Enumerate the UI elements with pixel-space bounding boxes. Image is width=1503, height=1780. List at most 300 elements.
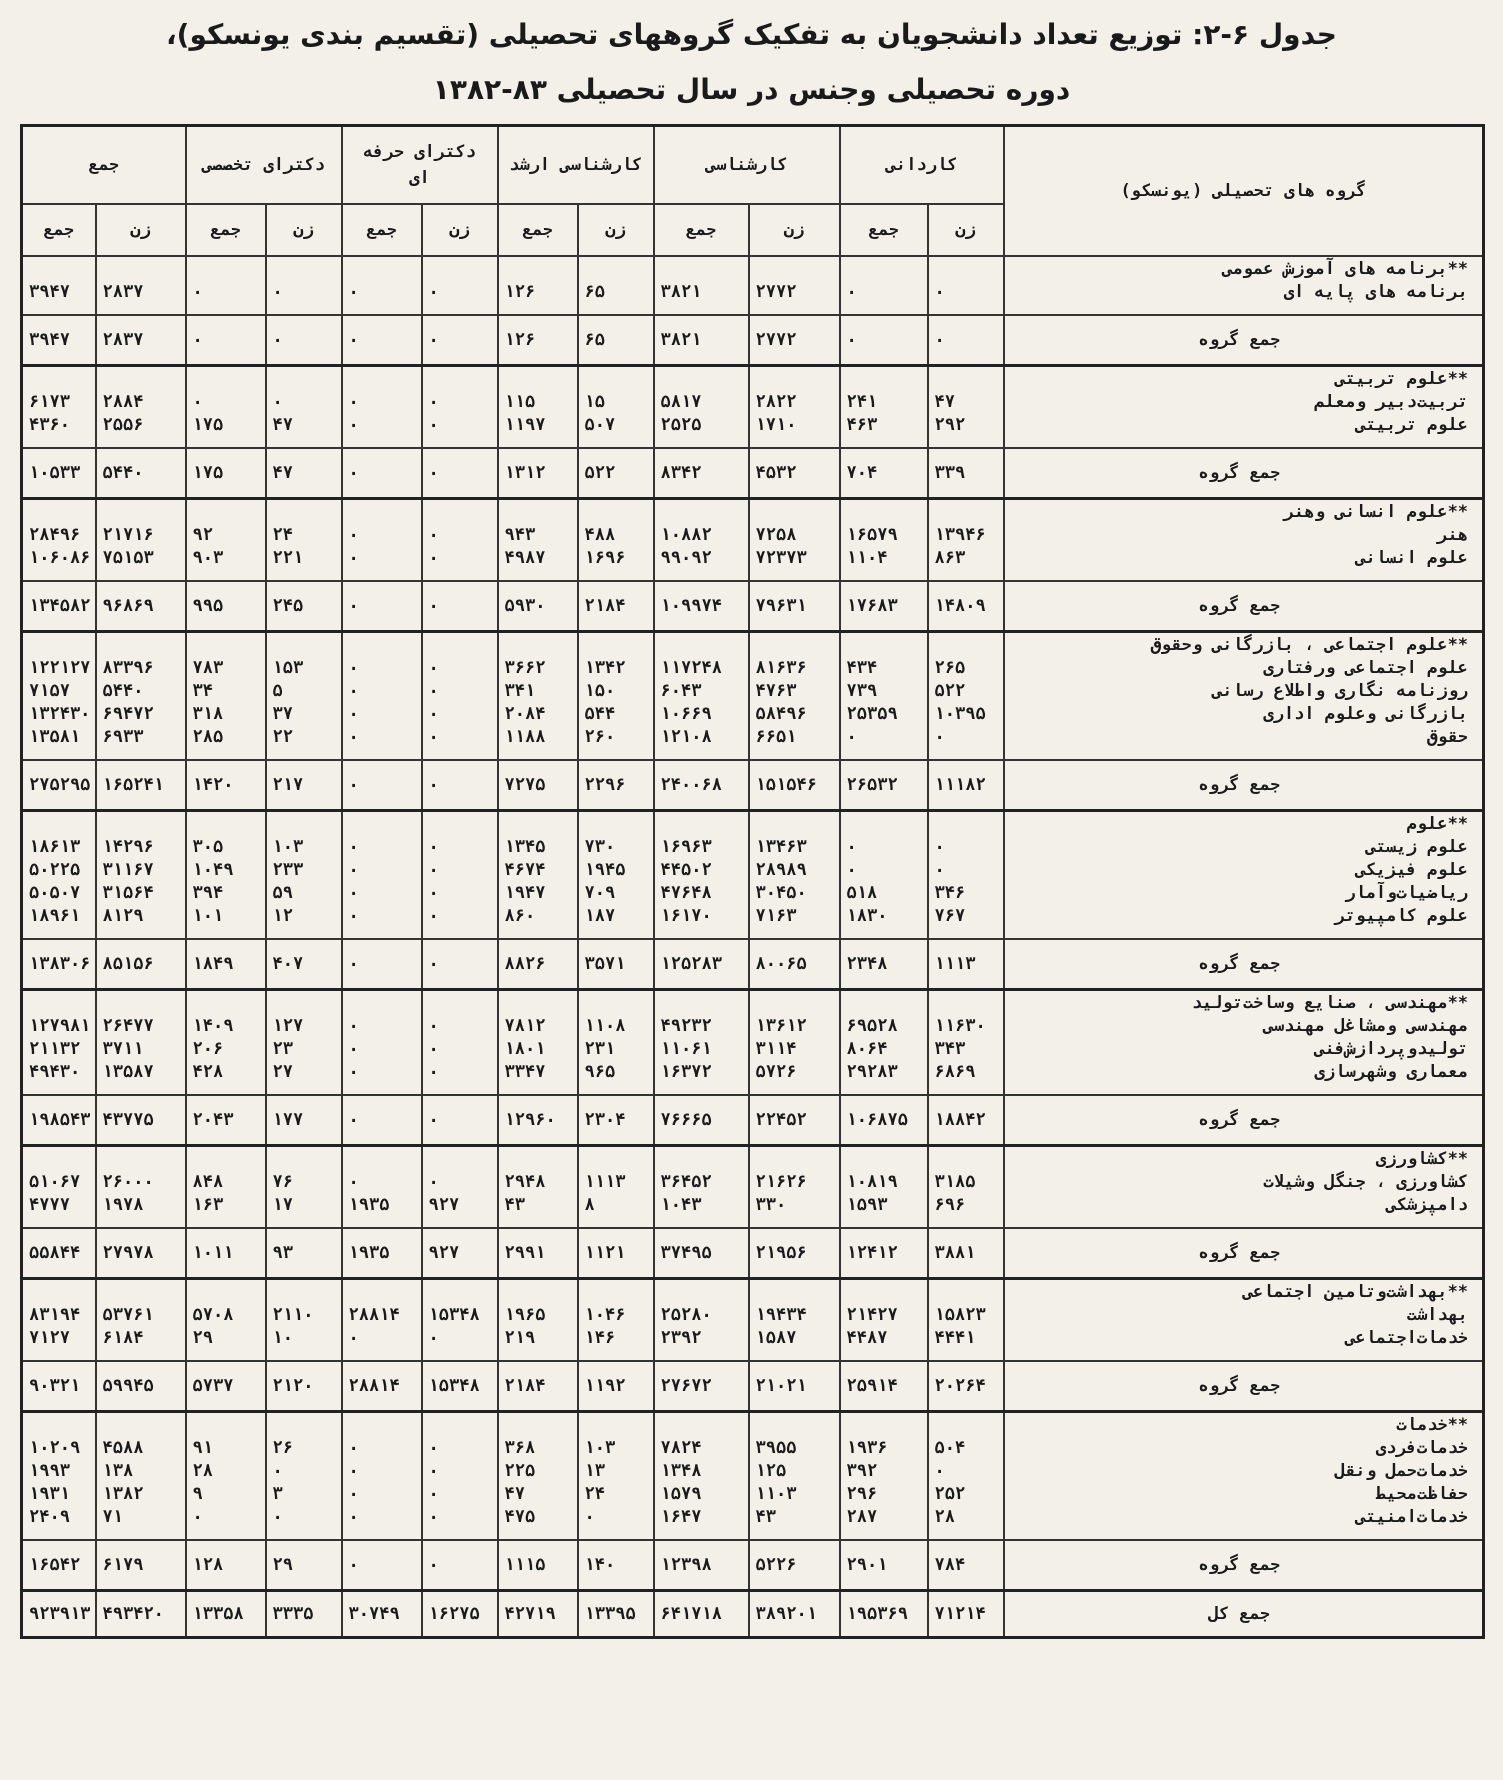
table-cell: ۵۷۲۶ — [749, 1061, 840, 1084]
empty-cell — [342, 1279, 422, 1305]
empty-cell — [422, 632, 498, 658]
row-label: حقوق — [1004, 726, 1484, 749]
empty-cell — [96, 1529, 186, 1540]
table-cell: ۸۰۰۶۵ — [749, 939, 840, 990]
table-row — [22, 1327, 1484, 1350]
table-cell: ۱۰۱۱ — [186, 1228, 266, 1279]
empty-cell — [654, 1084, 749, 1095]
empty-cell — [654, 749, 749, 760]
subheader-woman: زن — [266, 204, 342, 256]
table-cell: ۰ — [578, 1506, 654, 1529]
grand-total-label: جمع کل — [1004, 1591, 1484, 1638]
subheader-total: جمع — [654, 204, 749, 256]
empty-cell — [840, 366, 928, 392]
empty-cell — [578, 499, 654, 525]
empty-cell — [654, 928, 749, 939]
table-cell: ۵۰۴ — [928, 1437, 1004, 1460]
table-cell: ۹۹۵ — [186, 581, 266, 632]
empty-cell — [840, 1084, 928, 1095]
table-cell: ۰ — [342, 1327, 422, 1350]
table-cell: ۲۲۴۵۲ — [749, 1095, 840, 1146]
table-cell: ۴۵۸۸ — [96, 1437, 186, 1460]
table-cell: ۲۸ — [928, 1506, 1004, 1529]
empty-cell — [22, 1217, 96, 1228]
table-cell: ۲۲ — [266, 726, 342, 749]
empty-cell — [749, 1529, 840, 1540]
header-level-total: جمع — [22, 126, 186, 205]
table-cell: ۳۶۸ — [498, 1437, 578, 1460]
empty-cell — [186, 256, 266, 281]
table-cell: ۱۲۱۰۸ — [654, 726, 749, 749]
table-cell: ۰ — [342, 882, 422, 905]
table-cell: ۲۱۱۰ — [266, 1304, 342, 1327]
table-cell: ۲۹ — [186, 1327, 266, 1350]
table-cell: ۰ — [422, 1483, 498, 1506]
table-cell: ۰ — [422, 905, 498, 928]
table-cell: ۱۹۳۵ — [342, 1194, 422, 1217]
empty-cell — [1004, 1217, 1484, 1228]
table-cell: ۱۲۶ — [498, 281, 578, 304]
empty-cell — [498, 1279, 578, 1305]
empty-cell — [928, 1350, 1004, 1361]
empty-cell — [422, 1529, 498, 1540]
table-cell: ۳۹۲ — [840, 1460, 928, 1483]
subheader-total: جمع — [840, 204, 928, 256]
table-cell: ۱۲۸ — [186, 1540, 266, 1591]
table-cell: ۴۰۷ — [266, 939, 342, 990]
group-total-label: جمع گروه — [1004, 1228, 1484, 1279]
table-cell: ۲۱۲۰ — [266, 1361, 342, 1412]
table-cell: ۲۴۵ — [266, 581, 342, 632]
table-cell: ۰ — [422, 680, 498, 703]
table-cell: ۱۰۳ — [578, 1437, 654, 1460]
table-cell: ۰ — [422, 726, 498, 749]
table-cell: ۵۹ — [266, 882, 342, 905]
table-cell: ۸۶۳ — [928, 547, 1004, 570]
table-cell: ۲۳ — [266, 1038, 342, 1061]
empty-cell — [578, 990, 654, 1016]
table-cell: ۰ — [342, 1540, 422, 1591]
table-cell: ۱۴۰ — [578, 1540, 654, 1591]
table-cell: ۰ — [840, 726, 928, 749]
table-cell: ۳۴۱ — [498, 680, 578, 703]
empty-cell — [928, 990, 1004, 1016]
empty-cell — [654, 811, 749, 837]
table-cell: ۱۱۱۳ — [578, 1171, 654, 1194]
table-cell: ۱۰۳ — [266, 836, 342, 859]
empty-cell — [422, 1217, 498, 1228]
header-group-column: گروه های تحصیلی (یونسکو) — [1004, 126, 1484, 257]
table-cell: ۰ — [342, 547, 422, 570]
empty-cell — [342, 632, 422, 658]
empty-cell — [840, 632, 928, 658]
table-title-line-1: جدول ۶-۲: توزیع تعداد دانشجویان به تفکیک گروههای تحصیلی (تقسیم بندی یونسکو)، — [166, 18, 1337, 51]
table-cell: ۴۹۸۷ — [498, 547, 578, 570]
table-cell: ۲۵۲۸۰ — [654, 1304, 749, 1327]
table-cell: ۲۰۶ — [186, 1038, 266, 1061]
row-label: بهداشت — [1004, 1304, 1484, 1327]
table-cell: ۱۲۵ — [749, 1460, 840, 1483]
table-cell: ۲۱۰۲۱ — [749, 1361, 840, 1412]
table-row — [22, 657, 1484, 680]
group-total-label: جمع گروه — [1004, 448, 1484, 499]
table-cell: ۰ — [422, 524, 498, 547]
table-cell: ۱۹۴۵ — [578, 859, 654, 882]
subheader-woman: زن — [96, 204, 186, 256]
empty-cell — [928, 304, 1004, 315]
table-cell: ۱۶۳ — [186, 1194, 266, 1217]
group-heading-row — [22, 1279, 1484, 1305]
empty-cell — [578, 1412, 654, 1438]
table-cell: ۱۹۵۳۶۹ — [840, 1591, 928, 1638]
empty-cell — [266, 1084, 342, 1095]
table-cell: ۶۱۷۳ — [22, 391, 96, 414]
empty-cell — [266, 632, 342, 658]
empty-cell — [342, 1084, 422, 1095]
table-cell: ۲۷۹۷۸ — [96, 1228, 186, 1279]
table-cell: ۱۰۹۹۷۴ — [654, 581, 749, 632]
empty-cell — [342, 499, 422, 525]
empty-cell — [578, 1146, 654, 1172]
table-cell: ۹۱ — [186, 1437, 266, 1460]
table-cell: ۲۶۰۰۰ — [96, 1171, 186, 1194]
table-cell: ۳۹۴ — [186, 882, 266, 905]
table-cell: ۵۴۴۰ — [96, 680, 186, 703]
row-label: علوم فیزیکی — [1004, 859, 1484, 882]
empty-cell — [498, 990, 578, 1016]
table-cell: ۳۹۴۷ — [22, 281, 96, 304]
empty-cell — [749, 366, 840, 392]
table-cell: ۷۲۵۸ — [749, 524, 840, 547]
empty-cell — [22, 1350, 96, 1361]
table-cell: ۲۲۵ — [498, 1460, 578, 1483]
empty-cell — [654, 1217, 749, 1228]
group-total-row — [22, 1540, 1484, 1591]
empty-cell — [578, 632, 654, 658]
table-cell: ۱۱۱۳ — [928, 939, 1004, 990]
empty-cell — [422, 304, 498, 315]
table-cell: ۵۷۳۷ — [186, 1361, 266, 1412]
spacer-row — [22, 928, 1484, 939]
table-cell: ۰ — [422, 448, 498, 499]
table-cell: ۰ — [422, 1506, 498, 1529]
table-cell: ۶۹۳۳ — [96, 726, 186, 749]
table-cell: ۱۳۶۱۲ — [749, 1015, 840, 1038]
table-cell: ۷۳۹ — [840, 680, 928, 703]
table-cell: ۱۳۳۹۵ — [578, 1591, 654, 1638]
table-cell: ۰ — [342, 281, 422, 304]
group-total-label: جمع گروه — [1004, 1540, 1484, 1591]
group-heading-row — [22, 1146, 1484, 1172]
table-cell: ۰ — [422, 391, 498, 414]
table-cell: ۴۶۷۴ — [498, 859, 578, 882]
table-cell: ۱۳۴۶۳ — [749, 836, 840, 859]
empty-cell — [422, 811, 498, 837]
empty-cell — [928, 437, 1004, 448]
group-name: **مهندسی ، صنایع وساخت‌تولید — [1004, 990, 1484, 1016]
empty-cell — [266, 570, 342, 581]
group-name: **خدمات — [1004, 1412, 1484, 1438]
table-cell: ۴۶۳ — [840, 414, 928, 437]
empty-cell — [342, 437, 422, 448]
spacer-row — [22, 304, 1484, 315]
empty-cell — [96, 749, 186, 760]
table-cell: ۱۴۶ — [578, 1327, 654, 1350]
table-cell: ۰ — [422, 1038, 498, 1061]
table-cell: ۳۰۷۴۹ — [342, 1591, 422, 1638]
row-label: علوم تربیتی — [1004, 414, 1484, 437]
table-cell: ۰ — [342, 315, 422, 366]
table-cell: ۱۰۸۱۹ — [840, 1171, 928, 1194]
empty-cell — [654, 1146, 749, 1172]
table-cell: ۲۰۴۳ — [186, 1095, 266, 1146]
table-cell: ۱۹۹۳ — [22, 1460, 96, 1483]
empty-cell — [498, 437, 578, 448]
empty-cell — [654, 1350, 749, 1361]
table-cell: ۲۳۳ — [266, 859, 342, 882]
table-cell: ۲۴۰۹ — [22, 1506, 96, 1529]
empty-cell — [749, 499, 840, 525]
table-cell: ۷۲۷۵ — [498, 760, 578, 811]
table-cell: ۰ — [928, 281, 1004, 304]
spacer-row — [22, 749, 1484, 760]
empty-cell — [498, 1412, 578, 1438]
table-cell: ۲۹۴۸ — [498, 1171, 578, 1194]
empty-cell — [840, 990, 928, 1016]
table-cell: ۳۹۴۷ — [22, 315, 96, 366]
table-cell: ۱۳۴۲ — [578, 657, 654, 680]
table-cell: ۰ — [342, 1171, 422, 1194]
empty-cell — [266, 990, 342, 1016]
empty-cell — [749, 1412, 840, 1438]
table-cell: ۰ — [422, 1327, 498, 1350]
table-cell: ۱۵۸۷ — [749, 1327, 840, 1350]
table-cell: ۳۹۵۵ — [749, 1437, 840, 1460]
table-cell: ۱۱۸۸ — [498, 726, 578, 749]
table-cell: ۰ — [422, 882, 498, 905]
table-cell: ۲۷۷۲ — [749, 315, 840, 366]
empty-cell — [96, 256, 186, 281]
table-row — [22, 1304, 1484, 1327]
table-cell: ۷۰۹ — [578, 882, 654, 905]
table-cell: ۰ — [342, 1061, 422, 1084]
spacer-row — [22, 1529, 1484, 1540]
table-cell: ۱۹۴۳۴ — [749, 1304, 840, 1327]
table-cell: ۱۲۵۲۸۳ — [654, 939, 749, 990]
table-cell: ۱۴۸۰۹ — [928, 581, 1004, 632]
table-cell: ۰ — [422, 414, 498, 437]
row-label: روزنامه نگاری واطلاع رسانی — [1004, 680, 1484, 703]
empty-cell — [186, 304, 266, 315]
group-name: **کشاورزی — [1004, 1146, 1484, 1172]
table-cell: ۰ — [422, 547, 498, 570]
empty-cell — [498, 928, 578, 939]
empty-cell — [422, 256, 498, 281]
table-cell: ۱۱۰۴ — [840, 547, 928, 570]
table-cell: ۱۹۶۵ — [498, 1304, 578, 1327]
table-cell: ۷۳۰ — [578, 836, 654, 859]
table-cell: ۳۳۹ — [928, 448, 1004, 499]
table-cell: ۷۲۳۷۳ — [749, 547, 840, 570]
table-cell: ۲۱۹۵۶ — [749, 1228, 840, 1279]
table-cell: ۳۷۴۹۵ — [654, 1228, 749, 1279]
empty-cell — [186, 1529, 266, 1540]
table-cell: ۳۸۸۱ — [928, 1228, 1004, 1279]
spacer-row — [22, 437, 1484, 448]
row-label: علوم اجتماعی ورفتاری — [1004, 657, 1484, 680]
table-cell: ۱۸۷ — [578, 905, 654, 928]
subheader-woman: زن — [422, 204, 498, 256]
table-row — [22, 524, 1484, 547]
table-cell: ۱۷ — [266, 1194, 342, 1217]
table-cell: ۰ — [342, 524, 422, 547]
table-cell: ۰ — [422, 581, 498, 632]
table-cell: ۲۸۴۹۶ — [22, 524, 96, 547]
table-cell: ۲۸۵ — [186, 726, 266, 749]
table-cell: ۳۶۴۵۲ — [654, 1171, 749, 1194]
empty-cell — [840, 570, 928, 581]
table-cell: ۹۰۳۲۱ — [22, 1361, 96, 1412]
table-cell: ۱۰۶۶۹ — [654, 703, 749, 726]
table-cell: ۱۶۹۶۳ — [654, 836, 749, 859]
empty-cell — [498, 366, 578, 392]
empty-cell — [22, 928, 96, 939]
header-level-phd: دکترای تخصصی — [186, 126, 342, 205]
empty-cell — [22, 811, 96, 837]
empty-cell — [186, 749, 266, 760]
table-cell: ۱۴۲۰ — [186, 760, 266, 811]
spacer-row — [22, 1217, 1484, 1228]
empty-cell — [578, 1217, 654, 1228]
empty-cell — [422, 1146, 498, 1172]
table-cell: ۰ — [422, 1540, 498, 1591]
table-cell: ۱۹۸۵۴۳ — [22, 1095, 96, 1146]
table-cell: ۷۵۱۵۳ — [96, 547, 186, 570]
table-row — [22, 1038, 1484, 1061]
empty-cell — [186, 366, 266, 392]
group-total-row — [22, 581, 1484, 632]
group-name: **علوم اجتماعی ، بازرگانی وحقوق — [1004, 632, 1484, 658]
table-cell: ۵۸۴۹۶ — [749, 703, 840, 726]
empty-cell — [1004, 1529, 1484, 1540]
empty-cell — [96, 499, 186, 525]
table-cell: ۴۷ — [498, 1483, 578, 1506]
empty-cell — [749, 1279, 840, 1305]
table-cell: ۹۲۳۹۱۳ — [22, 1591, 96, 1638]
empty-cell — [840, 437, 928, 448]
empty-cell — [22, 437, 96, 448]
table-cell: ۱۰۸۸۲ — [654, 524, 749, 547]
spacer-row — [22, 570, 1484, 581]
table-cell: ۳۴ — [186, 680, 266, 703]
group-heading-row — [22, 1412, 1484, 1438]
table-cell: ۶۰۴۳ — [654, 680, 749, 703]
table-cell: ۲۳۱ — [578, 1038, 654, 1061]
table-cell: ۴۹۴۳۰ — [22, 1061, 96, 1084]
table-cell: ۱۰۱ — [186, 905, 266, 928]
group-total-row — [22, 1228, 1484, 1279]
group-heading-row — [22, 366, 1484, 392]
empty-cell — [578, 366, 654, 392]
empty-cell — [840, 1217, 928, 1228]
row-label: بازرگانی وعلوم اداری — [1004, 703, 1484, 726]
empty-cell — [928, 811, 1004, 837]
table-cell: ۰ — [422, 657, 498, 680]
table-cell: ۰ — [342, 1506, 422, 1529]
table-cell: ۲۵۳۵۹ — [840, 703, 928, 726]
empty-cell — [928, 1084, 1004, 1095]
table-cell: ۱۵۳۴۸ — [422, 1304, 498, 1327]
empty-cell — [342, 1146, 422, 1172]
empty-cell — [928, 749, 1004, 760]
table-title-line-2: دوره تحصیلی وجنس در سال تحصیلی ۸۳-۱۳۸۲ — [432, 73, 1071, 106]
empty-cell — [22, 1146, 96, 1172]
empty-cell — [22, 749, 96, 760]
empty-cell — [654, 570, 749, 581]
empty-cell — [96, 304, 186, 315]
group-name: **علوم تربیتی — [1004, 366, 1484, 392]
table-cell: ۲۱۶۲۶ — [749, 1171, 840, 1194]
table-cell: ۱۱۱۵ — [498, 1540, 578, 1591]
empty-cell — [266, 928, 342, 939]
table-cell: ۰ — [422, 1437, 498, 1460]
table-cell: ۲۸ — [186, 1460, 266, 1483]
table-cell: ۲۸۳۷ — [96, 281, 186, 304]
empty-cell — [498, 499, 578, 525]
empty-cell — [749, 304, 840, 315]
empty-cell — [186, 570, 266, 581]
table-cell: ۲۸۸۱۴ — [342, 1361, 422, 1412]
group-total-row — [22, 1095, 1484, 1146]
table-cell: ۳۱۵۶۴ — [96, 882, 186, 905]
table-cell: ۳۸۲۱ — [654, 315, 749, 366]
row-label: تربیت‌دبیر ومعلم — [1004, 391, 1484, 414]
table-cell: ۷۱۲۷ — [22, 1327, 96, 1350]
table-cell: ۰ — [266, 281, 342, 304]
table-cell: ۴۷۶۴۸ — [654, 882, 749, 905]
table-cell: ۱۶۵۴۲ — [22, 1540, 96, 1591]
table-cell: ۴۷ — [928, 391, 1004, 414]
table-cell: ۳۷۱۱ — [96, 1038, 186, 1061]
table-cell: ۲۸۳۷ — [96, 315, 186, 366]
table-cell: ۴۷ — [266, 448, 342, 499]
empty-cell — [266, 256, 342, 281]
table-cell: ۲۸۸۴ — [96, 391, 186, 414]
table-cell: ۲۴ — [578, 1483, 654, 1506]
empty-cell — [22, 499, 96, 525]
empty-cell — [928, 256, 1004, 281]
empty-cell — [422, 499, 498, 525]
empty-cell — [22, 990, 96, 1016]
table-cell: ۵۲۲۶ — [749, 1540, 840, 1591]
empty-cell — [654, 256, 749, 281]
table-cell: ۱۸۹۶۱ — [22, 905, 96, 928]
empty-cell — [342, 1529, 422, 1540]
empty-cell — [578, 749, 654, 760]
table-cell: ۵۳۷۶۱ — [96, 1304, 186, 1327]
header-level-master: کارشناسی ارشد — [498, 126, 654, 205]
empty-cell — [498, 811, 578, 837]
table-cell: ۲۲۹۶ — [578, 760, 654, 811]
empty-cell — [749, 1350, 840, 1361]
table-cell: ۱۹۳۱ — [22, 1483, 96, 1506]
table-cell: ۱۱۵ — [498, 391, 578, 414]
table-cell: ۲۳۹۲ — [654, 1327, 749, 1350]
empty-cell — [96, 990, 186, 1016]
empty-cell — [342, 749, 422, 760]
table-cell: ۰ — [422, 315, 498, 366]
empty-cell — [749, 1217, 840, 1228]
